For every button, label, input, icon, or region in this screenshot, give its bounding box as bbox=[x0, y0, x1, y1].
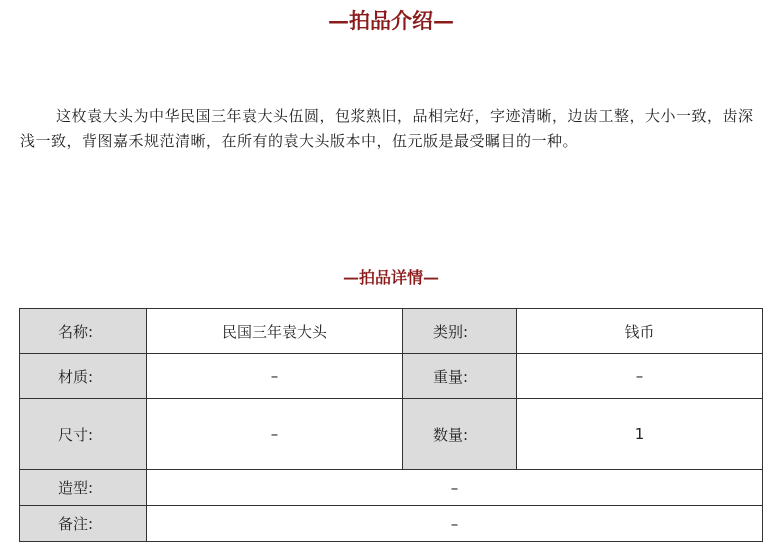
intro-title: —拍品介绍— bbox=[328, 8, 454, 33]
size-value: – bbox=[147, 399, 403, 470]
note-value: – bbox=[147, 506, 763, 542]
details-table bbox=[19, 308, 763, 542]
name-label: 名称: bbox=[20, 309, 147, 354]
quantity-label: 数量: bbox=[403, 399, 517, 470]
table-row bbox=[20, 309, 763, 354]
table-row bbox=[20, 506, 763, 542]
shape-value: – bbox=[147, 470, 763, 506]
weight-value: – bbox=[517, 354, 763, 399]
material-label: 材质: bbox=[20, 354, 147, 399]
name-value: 民国三年袁大头 bbox=[147, 309, 403, 354]
details-title: —拍品详情— bbox=[342, 268, 439, 287]
category-label: 类别: bbox=[403, 309, 517, 354]
table-row bbox=[20, 354, 763, 399]
material-value: – bbox=[147, 354, 403, 399]
intro-description: 这枚袁大头为中华民国三年袁大头伍圆，包浆熟旧，品相完好，字迹清晰，边齿工整，大小一致，齿深浅一致，背图嘉禾规范清晰，在所有的袁大头版本中，伍元版是最受瞩目的一种。 bbox=[20, 107, 754, 150]
quantity-value: 1 bbox=[517, 399, 763, 470]
table-row bbox=[20, 399, 763, 470]
category-value: 钱币 bbox=[517, 309, 763, 354]
weight-label: 重量: bbox=[403, 354, 517, 399]
size-label: 尺寸: bbox=[20, 399, 147, 470]
table-row bbox=[20, 470, 763, 506]
shape-label: 造型: bbox=[20, 470, 147, 506]
note-label: 备注: bbox=[20, 506, 147, 542]
